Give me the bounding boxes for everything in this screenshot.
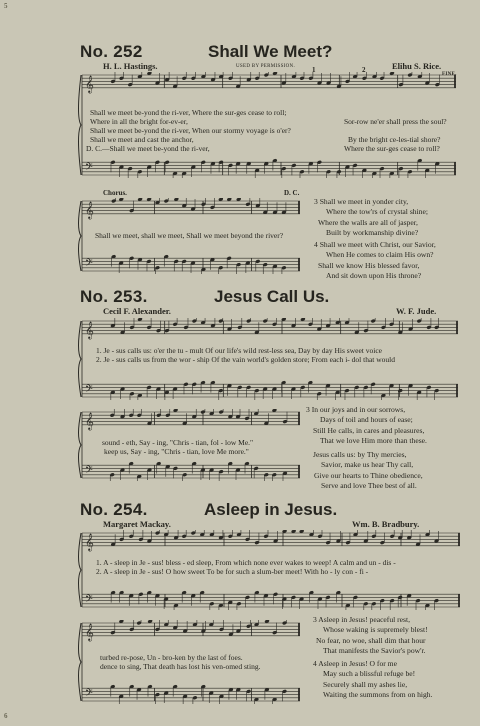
stanza-line: Serve and love Thee best of all.	[321, 480, 417, 490]
stanza-line: That manifests the Savior's pow'r.	[323, 645, 426, 655]
hymn-253-number: No. 253.	[80, 287, 148, 306]
bass-clef-icon: 𝄢	[85, 592, 93, 607]
stanza-line: Built by workmanship divine?	[326, 227, 419, 237]
hymn-252-permission: USED BY PERMISSION.	[236, 64, 295, 69]
stanza-line: Securely shall my ashes lie,	[323, 679, 408, 689]
bass-clef-icon: 𝄢	[85, 256, 93, 271]
hymn-252-dc-label: D. C.	[284, 189, 300, 197]
stanza-line: 4 Asleep in Jesus! O for me	[313, 659, 397, 668]
stanza-line: And sit down upon His throne?	[326, 270, 422, 280]
stanza-line: 4 Shall we meet with Christ, our Savior,	[314, 240, 436, 249]
hymn-253-verse-line-2: 2. Je - sus calls us from the wor - ship Of the vain world's golden store; From each i- dol that would	[96, 355, 396, 364]
hymn-252-chorus-label: Chorus.	[103, 189, 127, 197]
system-brace	[79, 623, 82, 701]
hymn-253-stanza-4	[313, 450, 423, 491]
system-brace	[79, 201, 82, 271]
hymn-254-stanza-4	[313, 659, 433, 700]
stanza-line: Still He calls, in cares and pleasures,	[313, 425, 425, 435]
stanza-line: Shall we know His blessed favor,	[318, 260, 420, 270]
hymn-252-dc-line: D. C.—Shall we meet be-yond the ri-ver,	[86, 144, 210, 153]
hymn-254-stanza-3	[313, 615, 428, 656]
page-marker-top: 5	[4, 2, 8, 10]
hymn-252-verse-right-3: Where the sur-ges cease to roll?	[344, 144, 440, 153]
hymn-254-music-by: Wm. B. Bradbury.	[352, 519, 420, 529]
hymn-252-chorus-lyric: Shall we meet, shall we meet, Shall we meet beyond the river?	[95, 231, 284, 240]
bass-clef-icon: 𝄢	[85, 463, 93, 478]
system-brace	[79, 412, 82, 478]
stanza-line: May such a blissful refuge be!	[323, 669, 416, 679]
hymn-252-ending-2: 2	[362, 66, 366, 74]
stanza-line: That we love Him more than these.	[320, 435, 427, 445]
system-brace	[79, 533, 82, 607]
system-brace	[79, 321, 82, 397]
stanza-line: Whose waking is supremely blest!	[323, 625, 428, 635]
hymn-252-verse-right-2: By the bright ce-les-tial shore?	[348, 135, 441, 144]
hymn-252-verse-line-4: Shall we meet and cast the anchor,	[90, 135, 194, 144]
stanza-line: Waiting the summons from on high.	[323, 689, 433, 699]
bass-clef-icon: 𝄢	[85, 160, 93, 175]
stanza-line: Jesus calls us: by Thy mercies,	[313, 450, 407, 459]
page-marker-bottom: 6	[4, 712, 8, 720]
hymn-254-title: Asleep in Jesus.	[204, 500, 338, 519]
hymn-253-verse-line-1: 1. Je - sus calls us: o'er the tu - mult Of our life's wild rest-less sea, Day by day His sweet voice	[96, 346, 382, 355]
hymn-252-stanza-3	[314, 197, 428, 238]
hymn-252-verse-right-1: Sor-row ne'er shall press the soul?	[344, 117, 447, 126]
hymn-252-fine: FINE.	[442, 72, 457, 77]
hymn-254-refrain-line-2: dence to sing, That death has lost his ven-omed sting.	[100, 662, 261, 671]
stanza-line: Savior, make us hear Thy call,	[321, 460, 414, 470]
hymn-253-stanza-3	[306, 405, 427, 446]
stanza-line: 3 In our joys and in our sorrows,	[306, 405, 406, 414]
hymn-254-words-by: Margaret Mackay.	[103, 519, 171, 529]
hymn-252-music-by: Elihu S. Rice.	[392, 61, 442, 71]
hymn-253-refrain-line-2: keep us, Say - ing, "Chris - tian, love Me more."	[104, 447, 249, 456]
hymn-254-refrain-line-1: turbed re-pose, Un - bro-ken by the last of foes.	[100, 653, 243, 662]
hymn-252-stanza-4	[314, 240, 436, 281]
hymn-254-verse-line-1: 1. A - sleep in Je - sus! bless - ed sleep, From which none ever wakes to weep! A calm and un - dis -	[96, 558, 396, 567]
hymn-253-words-by: Cecil F. Alexander.	[103, 306, 171, 316]
hymn-253-refrain-line-1: sound - eth, Say - ing, "Chris - tian, fol - low Me."	[102, 438, 254, 447]
stanza-line: Give our hearts to Thine obedience,	[314, 470, 423, 480]
bass-clef-icon: 𝄢	[85, 686, 93, 701]
stanza-line: Where the tow'rs of crystal shine;	[326, 207, 428, 217]
hymn-252-verse-line-1: Shall we meet be-yond the ri-ver, Where the sur-ges cease to roll;	[90, 108, 287, 117]
stanza-line: No fear, no woe, shall dim that hour	[316, 635, 426, 645]
hymn-252-verse-line-3: Shall we meet be-yond the ri-ver, When our stormy voyage is o'er?	[90, 126, 291, 135]
system-brace	[79, 75, 82, 175]
hymn-253-music-by: W. F. Jude.	[396, 306, 437, 316]
hymn-252-title: Shall We Meet?	[208, 42, 333, 61]
stanza-line: Days of toil and hours of ease;	[320, 415, 413, 425]
hymn-252-ending-1: 1	[312, 66, 316, 74]
stanza-line: 3 Shall we meet in yonder city,	[314, 197, 409, 206]
treble-clef-icon: 𝄞	[85, 200, 94, 219]
treble-clef-icon: 𝄞	[85, 411, 94, 430]
stanza-line: When He comes to claim His own?	[326, 250, 434, 260]
treble-clef-icon: 𝄞	[85, 622, 94, 641]
hymn-252-words-by: H. L. Hastings.	[103, 61, 158, 71]
stanza-line: Where the walls are all of jasper,	[318, 217, 418, 227]
bass-clef-icon: 𝄢	[85, 382, 93, 397]
stanza-line: 3 Asleep in Jesus! peaceful rest,	[313, 615, 411, 624]
treble-clef-icon: 𝄞	[85, 74, 94, 93]
treble-clef-icon: 𝄞	[85, 532, 94, 551]
hymn-252-number: No. 252	[80, 42, 143, 61]
hymn-254-verse-line-2: 2. A - sleep in Je - sus! O how sweet To be for such a slum-ber meet! With ho - ly con - fi -	[96, 567, 369, 576]
treble-clef-icon: 𝄞	[85, 320, 94, 339]
hymn-252-verse-line-2: Where in all the bright for-ev-er,	[90, 117, 188, 126]
hymn-253-title: Jesus Call Us.	[214, 287, 330, 306]
hymn-254-number: No. 254.	[80, 500, 148, 519]
